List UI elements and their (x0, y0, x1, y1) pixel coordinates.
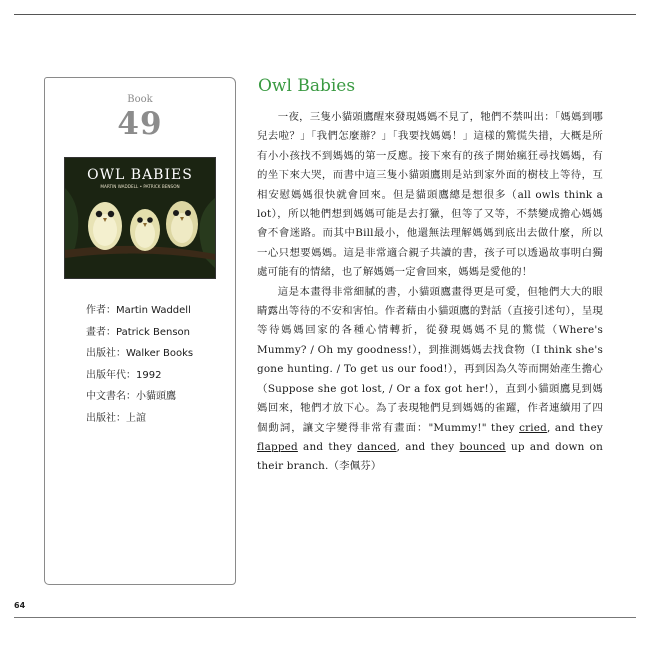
bottom-rule (14, 617, 636, 618)
cover-title: OWL BABIES (87, 167, 193, 183)
meta-publisher: 出版社：Walker Books (86, 348, 194, 359)
owl-middle (130, 209, 160, 251)
page-number: 64 (14, 601, 26, 610)
meta-illustrator: 畫者：Patrick Benson (86, 326, 191, 338)
article-title: Owl Babies (258, 76, 356, 96)
book-metadata (86, 304, 193, 433)
owl-right (166, 201, 198, 247)
top-rule (14, 14, 636, 15)
book-label: Book (127, 94, 153, 105)
paragraph-2-text-c: and they (297, 440, 358, 453)
meta-chinese-publisher: 出版社：上誼 (86, 412, 146, 424)
underlined-word-bounced: bounced (459, 440, 506, 453)
book-info-card (44, 77, 236, 585)
paragraph-1: 一夜，三隻小貓頭鷹醒來發現媽媽不見了，牠們不禁叫出：「媽媽到哪兒去啦？」「我們怎麼辦？」「我要找媽媽！」這樣的驚慌失措，大概是所有小小孩找不到媽媽的第一反應。接下來有的孩子開始瘋狂尋找媽媽，有的坐下來大哭，而書中這三隻小貓頭鷹則是站到家外面的樹枝上等待，互相安慰媽媽很快就會回來。但是貓頭鷹總是想很多（all owls think a lot），所以牠們想到媽媽可能是去打獵，但等了又等，不禁變成擔心媽媽會不會迷路。而其中Bill最小，他還無法理解媽媽到底出去做什麼，所以一心只想要媽媽。這是非常適合親子共讀的書，孩子可以透過故事明白獨處可能有的情緒，也了解媽媽一定會回來，媽媽是愛他的！ (257, 111, 603, 279)
meta-chinese-title: 中文書名：小貓頭鷹 (86, 391, 176, 402)
book-number: 49 (117, 106, 163, 142)
paragraph-2-text-b: , and they (546, 421, 603, 434)
paragraph-2-text-d: , and they (396, 440, 460, 453)
book-cover-image (65, 158, 215, 278)
paragraph-2-text-a: 這是本畫得非常細膩的書，小貓頭鷹畫得更是可愛，但牠們大大的眼睛露出等待的不安和害怕。作者藉由小貓頭鷹的對話（直接引述句），呈現等待媽媽回家的各種心情轉折，從發現媽媽不見的驚慌（Where's Mummy? / Oh my goodness!），到推測媽媽去找食物（I think she's gone hunting. / To get us our food!），再到因為久等而開始產生擔心（Suppose she got lost, / Or a fox got her!），直到小貓頭鷹見到媽媽回來，牠們才放下心。為了表現牠們見到媽媽的雀躍，作者連續用了四個動詞，讓文字變得非常有畫面："Mummy!" they (257, 285, 603, 434)
cover-authors: MARTIN WADDELL • PATRICK BENSON (100, 184, 180, 189)
owl-left (88, 202, 122, 250)
article-body (257, 108, 603, 477)
paragraph-2-text-e: up and down on their branch.（李佩芬） (257, 440, 603, 473)
underlined-word-cried: cried (519, 421, 547, 434)
underlined-word-flapped: flapped (257, 440, 298, 453)
meta-author: 作者：Martin Waddell (86, 305, 191, 316)
underlined-word-danced: danced (357, 440, 397, 453)
paragraph-2 (257, 283, 603, 477)
meta-year: 出版年代：1992 (86, 369, 162, 381)
